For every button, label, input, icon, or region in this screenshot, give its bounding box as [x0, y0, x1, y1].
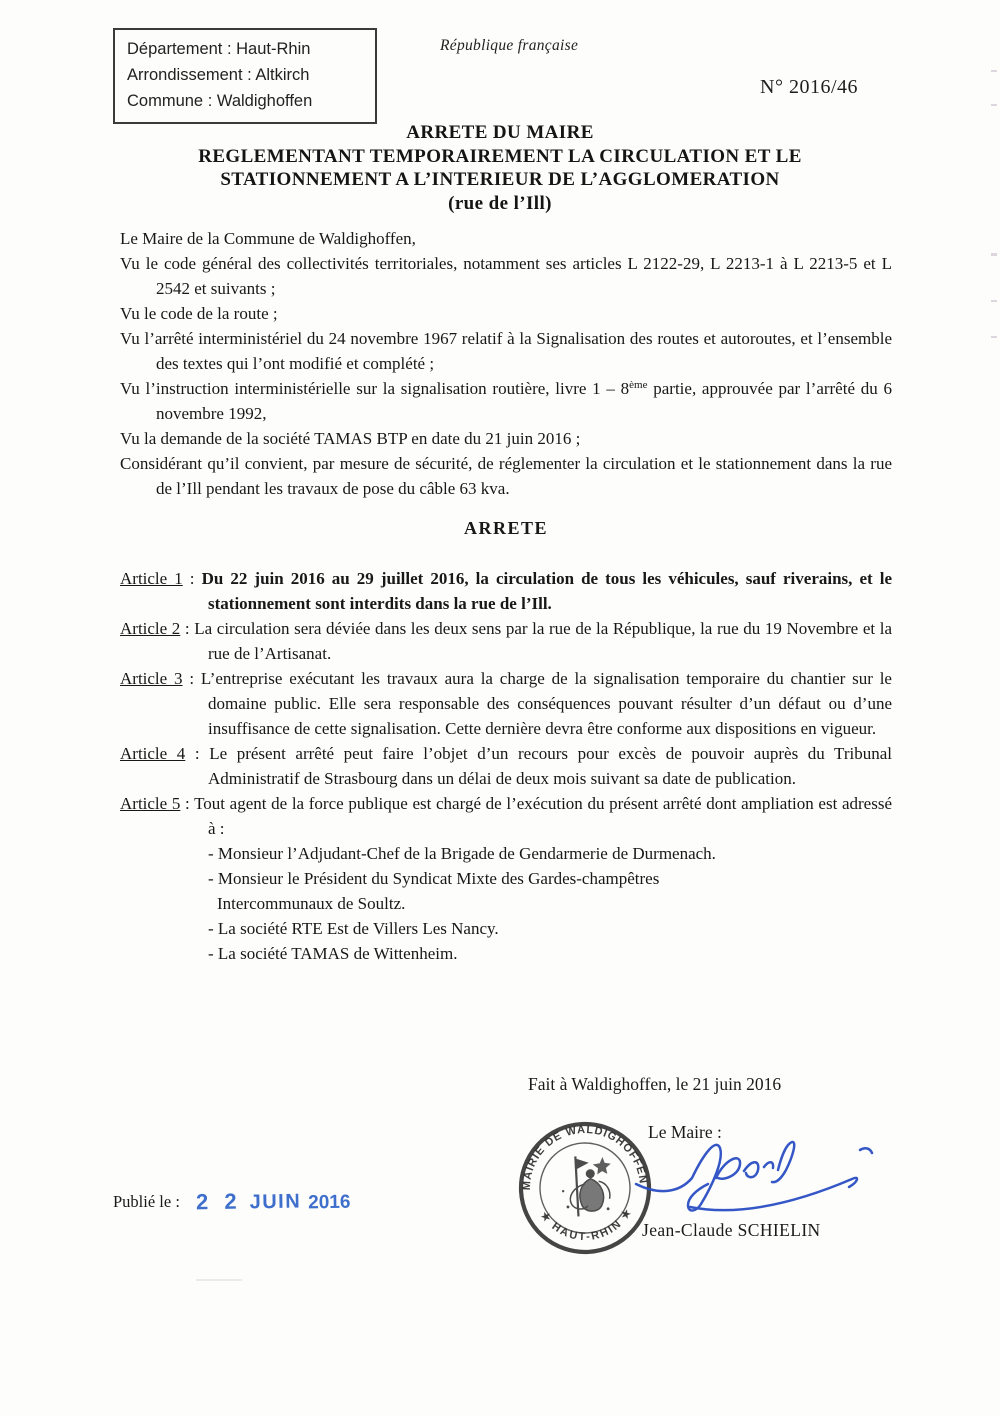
preamble-clause-5: Vu la demande de la société TAMAS BTP en date du 21 juin 2016 ;: [120, 429, 581, 448]
article-5-recipient-4: - La société TAMAS de Wittenheim.: [208, 944, 458, 963]
article-3-text: L’entreprise exécutant les travaux aura la charge de la signalisation temporaire du chantier sur le domaine public. Elle sera responsable des conséquences pouvant résulter d’un défaut ou d’une insuffisance de cette signalisation. Cette dernière devra être conforme aux dispositions en vigueur.: [200, 669, 892, 738]
preamble-clause-1: Vu le code général des collectivités territoriales, notamment ses articles L 2122-29, L 2213-1 à L 2213-5 et L 2542 et suivants ;: [120, 254, 892, 298]
article-1: [120, 566, 892, 616]
article-5-separator: :: [180, 794, 195, 813]
article-2: [120, 616, 892, 666]
administrative-header-box: [113, 28, 377, 124]
republique-francaise-label: République française: [440, 37, 579, 54]
scan-artifact: [991, 300, 997, 302]
scan-smudge: [196, 1279, 242, 1281]
stamp-top-text: MAIRIE DE WALDIGHOFFEN: [520, 1123, 649, 1191]
article-1-label: Article 1: [120, 569, 183, 588]
clause-4-text-end: partie, approuvée par l’arrêté du 6 novembre 1992,: [156, 379, 892, 423]
preamble-clause-4: [120, 376, 892, 426]
publication-date-stamp: [196, 1187, 351, 1216]
preamble-intro: Le Maire de la Commune de Waldighoffen,: [120, 229, 416, 248]
date-stamp-day: 2 2: [195, 1188, 242, 1215]
article-5: [120, 791, 892, 841]
preamble-clause-2: Vu le code de la route ;: [120, 304, 278, 323]
document-title: [0, 121, 1000, 215]
article-4-separator: :: [185, 744, 210, 763]
commune-line: Commune : Waldighoffen: [127, 92, 313, 110]
decree-number: N° 2016/46: [760, 76, 858, 98]
publication-label: Publié le :: [113, 1192, 180, 1211]
article-5-recipient-2: - Monsieur le Président du Syndicat Mixte des Gardes-champêtres: [208, 869, 660, 888]
article-5-recipient-3: - La société RTE Est de Villers Les Nancy.: [208, 919, 499, 938]
title-line-2: REGLEMENTANT TEMPORAIREMENT LA CIRCULATION ET LE: [198, 145, 802, 167]
article-1-text: Du 22 juin 2016 au 29 juillet 2016, la circulation de tous les véhicules, sauf riverains, et le stationnement sont interdits dans la rue de l’Ill.: [201, 569, 892, 613]
signer-title: Le Maire :: [648, 1122, 722, 1142]
article-5-label: Article 5: [120, 794, 181, 813]
article-2-separator: :: [180, 619, 195, 638]
article-4: [120, 741, 892, 791]
title-line-3: STATIONNEMENT A L’INTERIEUR DE L’AGGLOMERATION: [220, 169, 780, 190]
preamble-clause-3: Vu l’arrêté interministériel du 24 novembre 1967 relatif à la Signalisation des routes et autoroutes, et l’ensemble des textes qui l’ont modifié et complété ;: [120, 329, 892, 373]
article-2-text: La circulation sera déviée dans les deux sens par la rue de la République, la rue du 19 Novembre et la rue de l’Artisanat.: [194, 619, 892, 663]
stamp-emblem-figure: [560, 1155, 613, 1218]
date-stamp-year: 2016: [308, 1191, 351, 1214]
place-and-date: Fait à Waldighoffen, le 21 juin 2016: [528, 1074, 782, 1094]
article-4-label: Article 4: [120, 744, 186, 763]
article-5-recipient-2-continued: Intercommunaux de Soultz.: [217, 894, 406, 913]
date-stamp-month: JUIN: [249, 1190, 302, 1214]
article-1-separator: :: [182, 569, 202, 588]
scan-artifact: [991, 70, 997, 72]
article-4-text: Le présent arrêté peut faire l’objet d’un recours pour excès de pouvoir auprès du Tribunal Administratif de Strasbourg dans un délai de deux mois suivant sa date de publication.: [208, 744, 892, 788]
clause-4-superscript: ème: [629, 379, 648, 391]
document-body: [120, 226, 892, 966]
title-line-1: ARRETE DU MAIRE: [406, 122, 594, 143]
clause-4-text: Vu l’instruction interministérielle sur la signalisation routière, livre 1 – 8: [120, 379, 630, 398]
article-5-recipient-1: - Monsieur l’Adjudant-Chef de la Brigade de Gendarmerie de Durmenach.: [208, 844, 716, 863]
signer-name: Jean-Claude SCHIELIN: [642, 1220, 821, 1240]
article-3-separator: :: [182, 669, 201, 688]
title-line-4: (rue de l’Ill): [448, 192, 552, 214]
scan-artifact: [991, 253, 997, 256]
article-2-label: Article 2: [120, 619, 181, 638]
article-3: [120, 666, 892, 741]
stamp-bottom-text: ★ HAUT-RHIN ★: [537, 1205, 636, 1244]
scan-artifact: [991, 336, 997, 338]
arrete-heading: ARRETE: [463, 518, 548, 538]
article-5-text: Tout agent de la force publique est chargé de l’exécution du présent arrêté dont ampliation est adressé à :: [194, 794, 892, 838]
preamble-clause-6: Considérant qu’il convient, par mesure de sécurité, de réglementer la circulation et le stationnement dans la rue de l’Ill pendant les travaux de pose du câble 63 kva.: [120, 454, 892, 498]
departement-line: Département : Haut-Rhin: [127, 40, 311, 58]
mayor-signature: [628, 1128, 880, 1226]
arrondissement-line: Arrondissement : Altkirch: [127, 66, 310, 84]
article-3-label: Article 3: [120, 669, 183, 688]
scan-artifact: [991, 104, 997, 106]
